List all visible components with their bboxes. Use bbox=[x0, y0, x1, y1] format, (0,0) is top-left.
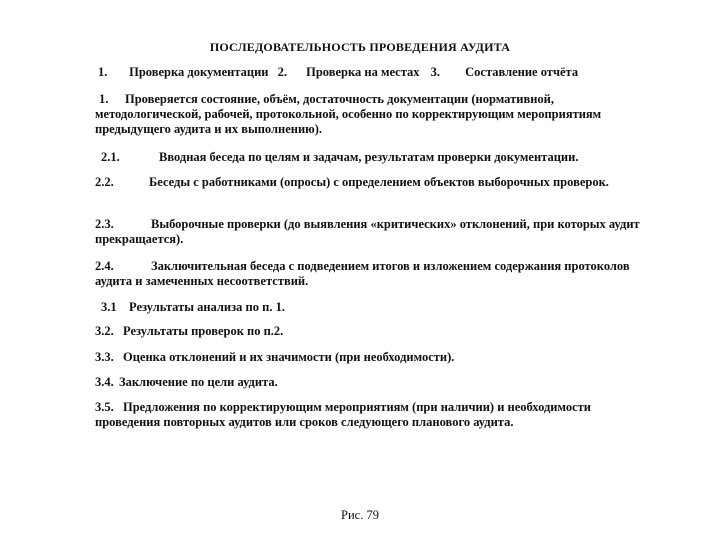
step-3-number: 3. bbox=[430, 65, 440, 79]
item-3-2 bbox=[95, 324, 655, 339]
item-1 bbox=[95, 92, 655, 137]
step-2-label: Проверка на местах bbox=[306, 65, 420, 79]
item-number: 3.4. bbox=[95, 375, 114, 389]
item-number: 3.3. bbox=[95, 350, 114, 364]
item-text: Вводная беседа по целям и задачам, результатам проверки документации. bbox=[159, 150, 579, 164]
item-3-3 bbox=[95, 350, 655, 365]
item-2-3 bbox=[95, 217, 655, 247]
item-text: Заключительная беседа с подведением итогов и изложением содержания протоколов аудита и замеченных несоответствий. bbox=[95, 259, 630, 288]
item-text: Оценка отклонений и их значимости (при необходимости). bbox=[123, 350, 455, 364]
item-2-2 bbox=[95, 175, 655, 190]
item-3-4 bbox=[95, 375, 655, 390]
item-number: 1. bbox=[99, 92, 109, 106]
item-2-4 bbox=[95, 259, 655, 289]
item-text: Проверяется состояние, объём, достаточность документации (нормативной, методологической, рабочей, протокольной, особенно по корректирующим мероприятиям предыдущего аудита и их выполнению). bbox=[95, 92, 602, 136]
item-text: Результаты проверок по п.2. bbox=[123, 324, 284, 338]
step-1-number: 1. bbox=[98, 65, 108, 79]
page-title: ПОСЛЕДОВАТЕЛЬНОСТЬ ПРОВЕДЕНИЯ АУДИТА bbox=[209, 40, 511, 54]
steps-row bbox=[98, 65, 578, 80]
item-2-1 bbox=[95, 150, 655, 165]
item-text: Предложения по корректирующим мероприятиям (при наличии) и необходимости проведения повторных аудитов или сроков следующего планового аудита. bbox=[95, 400, 591, 429]
item-number: 2.3. bbox=[95, 217, 114, 231]
step-1-label: Проверка документации bbox=[129, 65, 269, 79]
step-3-label: Составление отчёта bbox=[465, 65, 579, 79]
step-2-number: 2. bbox=[277, 65, 287, 79]
item-text: Выборочные проверки (до выявления «критических» отклонений, при которых аудит прекращается). bbox=[95, 217, 640, 246]
item-number: 2.1. bbox=[101, 150, 120, 164]
figure-caption: Рис. 79 bbox=[341, 508, 379, 522]
item-3-1 bbox=[95, 300, 655, 315]
item-number: 3.2. bbox=[95, 324, 114, 338]
item-text: Заключение по цели аудита. bbox=[119, 375, 278, 389]
item-number: 2.4. bbox=[95, 259, 114, 273]
item-number: 2.2. bbox=[95, 175, 114, 189]
item-text: Результаты анализа по п. 1. bbox=[129, 300, 285, 314]
item-number: 3.5. bbox=[95, 400, 114, 414]
item-3-5 bbox=[95, 400, 655, 430]
item-text: Беседы с работниками (опросы) с определением объектов выборочных проверок. bbox=[149, 175, 609, 189]
item-number: 3.1 bbox=[101, 300, 117, 314]
